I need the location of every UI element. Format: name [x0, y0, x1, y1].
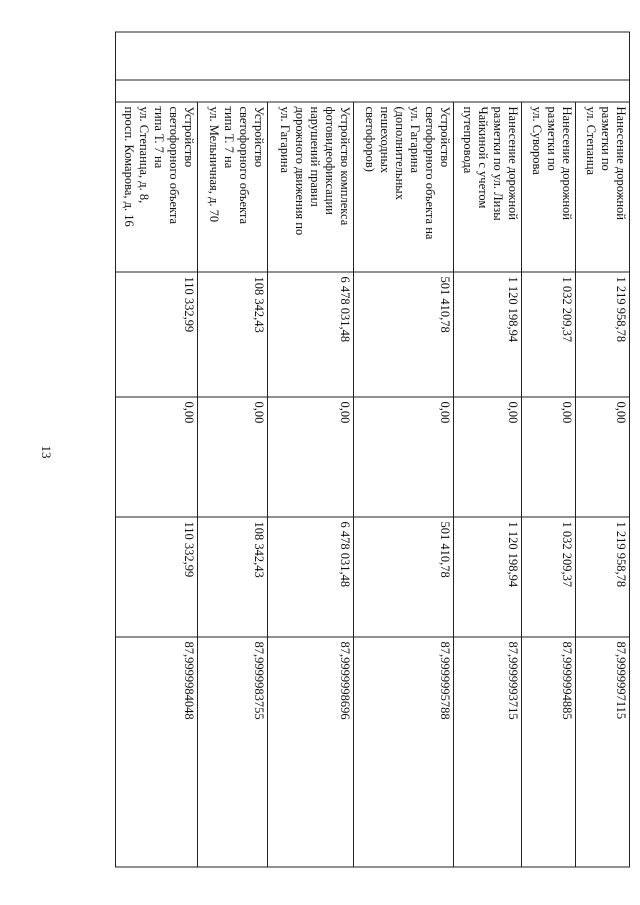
item-col-b: 501 410,78 — [354, 517, 454, 637]
budget-table — [115, 32, 630, 868]
table-row — [116, 32, 198, 867]
item-col-b: 1 219 958,78 — [576, 517, 630, 637]
item-total: 6 478 031,48 — [268, 272, 354, 397]
item-col-a: 0,00 — [116, 397, 198, 517]
item-col-b: 108 342,43 — [198, 517, 268, 637]
item-total: 110 332,99 — [116, 272, 198, 397]
item-name: Устройство комплекса фотовидеофиксации нарушений правил дорожного движения по ул. Гагарина — [268, 102, 354, 272]
item-name: Устройство светофорного объекта на ул. Гагарина (дополнительных пешеходных светофоров) — [354, 102, 454, 272]
item-total: 1 120 198,94 — [454, 272, 522, 397]
item-col-b: 1 120 198,94 — [454, 517, 522, 637]
table-row — [454, 32, 522, 867]
item-col-b: 1 032 209,37 — [522, 517, 576, 637]
table-row — [522, 32, 576, 867]
item-total: 1 219 958,78 — [576, 272, 630, 397]
item-pct: 87,9999998696 — [268, 637, 354, 867]
item-name: Нанесение дорожной разметки по ул. Суворова — [522, 102, 576, 272]
item-name: Нанесение дорожной разметки по ул. Лизы Чайкиной с учетом путепровода — [454, 102, 522, 272]
item-pct: 87,9999983755 — [198, 637, 268, 867]
item-name: Устройство светофорного объекта типа Т. 7 на ул. Мельничная, д. 70 — [198, 102, 268, 272]
item-pct: 87,9999995788 — [354, 637, 454, 867]
item-col-a: 0,00 — [354, 397, 454, 517]
item-col-a: 0,00 — [198, 397, 268, 517]
subnumber-column-cell — [116, 80, 630, 102]
table-row — [576, 32, 630, 867]
table-row — [354, 32, 454, 867]
item-pct: 87,9999984048 — [116, 637, 198, 867]
item-col-a: 0,00 — [268, 397, 354, 517]
item-name: Нанесение дорожной разметки по ул. Степанца — [576, 102, 630, 272]
item-col-b: 110 332,99 — [116, 517, 198, 637]
item-col-a: 0,00 — [454, 397, 522, 517]
item-total: 501 410,78 — [354, 272, 454, 397]
item-pct: 87,9999993715 — [454, 637, 522, 867]
item-col-b: 6 478 031,48 — [268, 517, 354, 637]
item-total: 108 342,43 — [198, 272, 268, 397]
number-column-cell — [116, 32, 630, 80]
item-total: 1 032 209,37 — [522, 272, 576, 397]
item-name: Устройство светофорного объекта типа Т. 7 на ул. Степанца, д. 8, просп. Комарова, д. 16 — [116, 102, 198, 272]
rotated-table-container — [60, 32, 630, 867]
table-row — [268, 32, 354, 867]
item-pct: 87,9999997115 — [576, 637, 630, 867]
item-pct: 87,9999994885 — [522, 637, 576, 867]
item-col-a: 0,00 — [522, 397, 576, 517]
item-col-a: 0,00 — [576, 397, 630, 517]
table-row — [198, 32, 268, 867]
page-number: 13 — [39, 445, 54, 459]
